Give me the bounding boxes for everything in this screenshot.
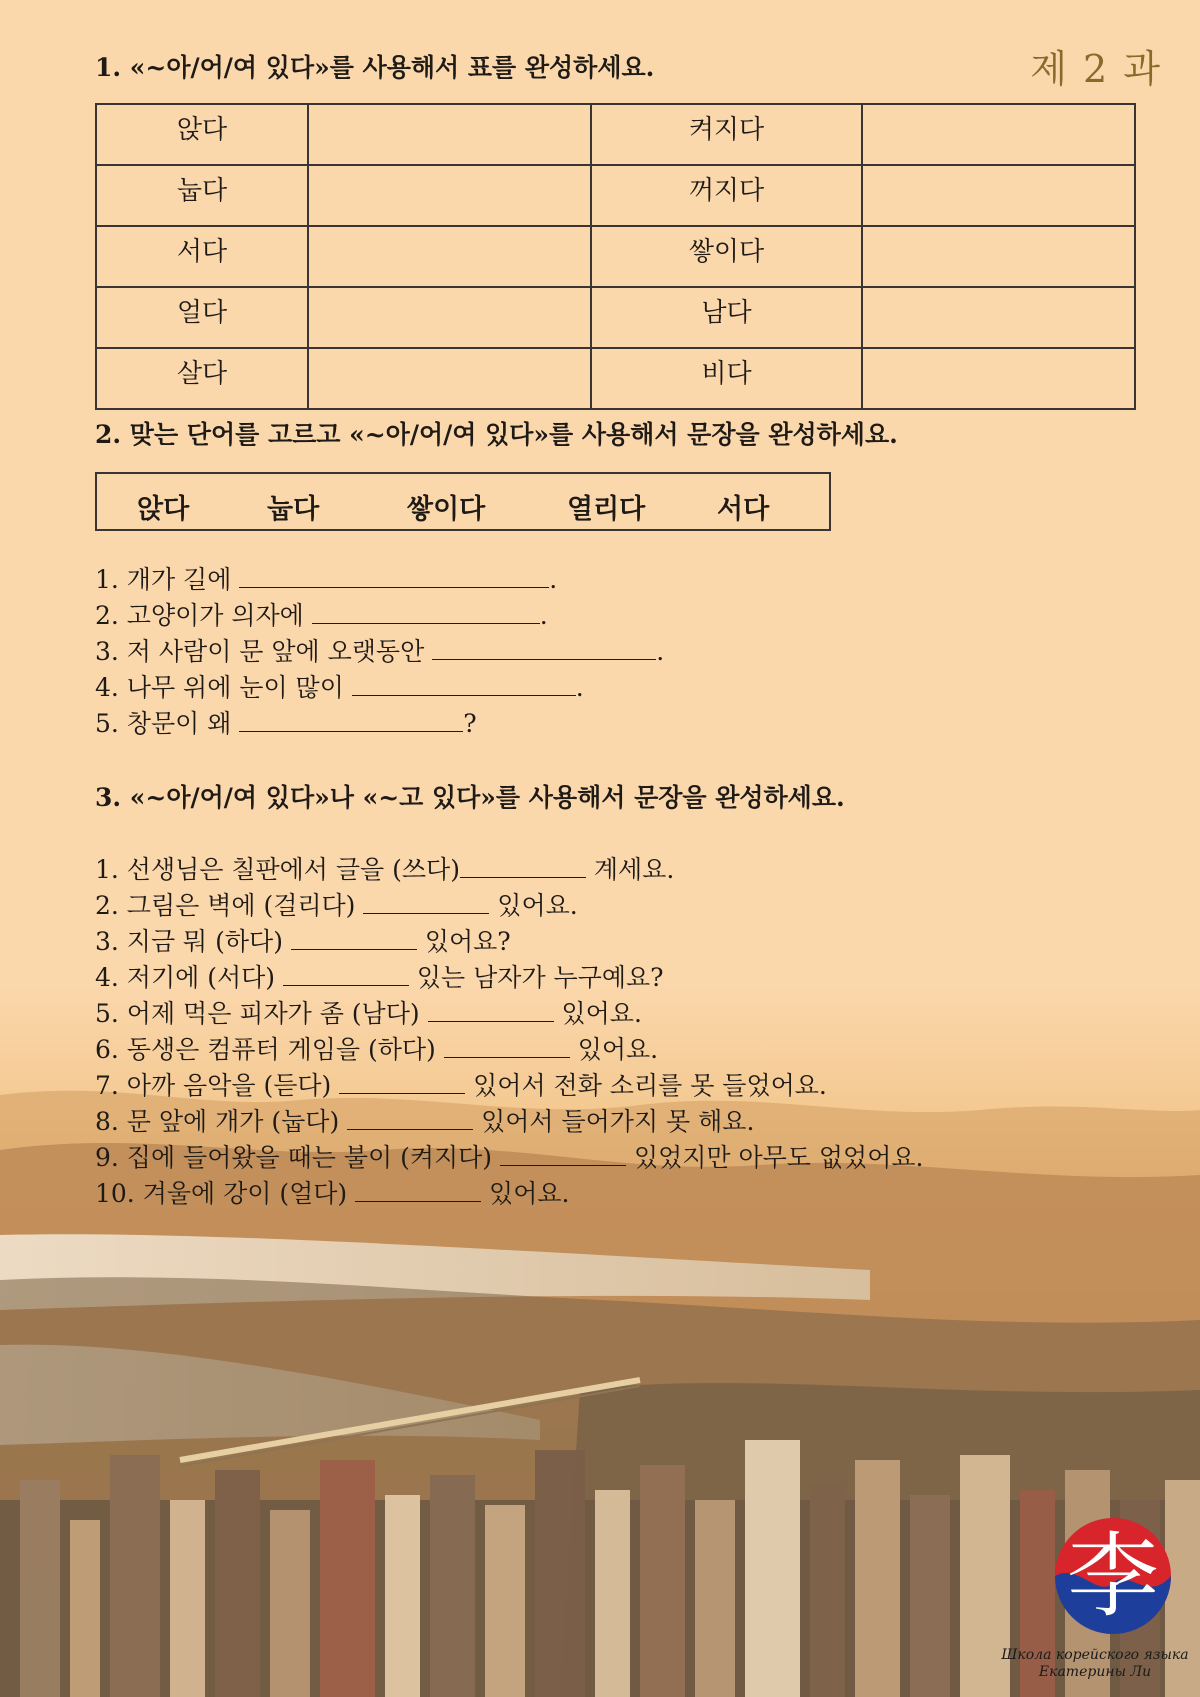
answer-blank[interactable] [339,1069,465,1094]
exercise-line [95,668,584,704]
answer-cell[interactable] [862,287,1135,348]
answer-cell[interactable] [862,104,1135,165]
table-row [96,348,1135,409]
exercise-line [95,886,578,922]
verb-cell: 살다 [96,348,308,409]
sentence-end: 있어요? [416,927,511,956]
sentence-end: 있어요. [481,1179,570,1208]
sentence-text: 8. 문 앞에 개가 (눕다) [95,1107,348,1136]
answer-blank[interactable] [352,671,576,696]
logo-glyph: 李 [1066,1523,1160,1630]
sentence-end: 있는 남자가 누구예요? [408,963,664,992]
answer-blank[interactable] [363,889,489,914]
answer-cell[interactable] [308,348,591,409]
word-bank-item: 앉다 [137,494,190,525]
sentence-end: . [539,601,548,630]
answer-blank[interactable] [239,563,549,588]
word-bank-item: 서다 [717,494,770,525]
answer-cell[interactable] [862,165,1135,226]
table-row [96,226,1135,287]
logo-caption [1000,1647,1190,1681]
exercise-line [95,850,674,886]
sentence-text: 1. 개가 길에 [95,565,240,594]
answer-blank[interactable] [291,925,417,950]
answer-blank[interactable] [500,1141,626,1166]
exercise-line [95,560,557,596]
sentence-end: . [575,673,584,702]
answer-cell[interactable] [862,348,1135,409]
lesson-label: 제 2 과 [1030,47,1162,91]
sentence-text: 2. 고양이가 의자에 [95,601,312,630]
word-bank-item: 눕다 [267,494,320,525]
answer-blank[interactable] [355,1177,481,1202]
exercise-line [95,1066,827,1102]
logo-caption-line: Екатерины Ли [1038,1664,1152,1680]
exercise-line [95,1030,658,1066]
table-row [96,287,1135,348]
sentence-text: 3. 저 사람이 문 앞에 오랫동안 [95,637,433,666]
verb-cell: 켜지다 [591,104,862,165]
section2-heading: 2. 맞는 단어를 고르고 «~아/어/여 있다»를 사용해서 문장을 완성하세요. [95,420,898,449]
sentence-end: 있어요. [553,999,642,1028]
logo-caption-line: Школа корейского языка [1001,1647,1189,1663]
word-bank-item: 열리다 [567,494,646,525]
sentence-text: 5. 창문이 왜 [95,709,240,738]
word-bank [95,472,831,531]
exercise-line [95,632,664,668]
exercise-line [95,994,642,1030]
answer-cell[interactable] [862,226,1135,287]
sentence-end: . [656,637,665,666]
exercise-line [95,596,548,632]
sentence-end: . [549,565,558,594]
sentence-end: ? [463,709,477,738]
answer-blank[interactable] [428,997,554,1022]
verb-table [95,103,1136,410]
sentence-text: 5. 어제 먹은 피자가 좀 (남다) [95,999,428,1028]
verb-cell: 서다 [96,226,308,287]
sentence-text: 4. 나무 위에 눈이 많이 [95,673,352,702]
sentence-end: 있어요. [489,891,578,920]
answer-cell[interactable] [308,104,591,165]
answer-blank[interactable] [239,707,463,732]
sentence-end: 있어서 들어가지 못 해요. [473,1107,755,1136]
answer-blank[interactable] [432,635,656,660]
section3-heading: 3. «~아/어/여 있다»나 «~고 있다»를 사용해서 문장을 완성하세요. [95,783,845,812]
exercise-line [95,1174,569,1210]
exercise-line [95,1102,754,1138]
exercise-line [95,1138,923,1174]
table-row [96,165,1135,226]
sentence-text: 9. 집에 들어왔을 때는 불이 (켜지다) [95,1143,500,1172]
sentence-end: 있어서 전화 소리를 못 들었어요. [465,1071,827,1100]
exercise-line [95,922,511,958]
sentence-text: 1. 선생님은 칠판에서 글을 (쓰다) [95,855,460,884]
word-bank-item: 쌓이다 [407,494,486,525]
sentence-text: 7. 아까 음악을 (듣다) [95,1071,340,1100]
table-row [96,104,1135,165]
exercise-line [95,958,664,994]
sentence-text: 2. 그림은 벽에 (걸리다) [95,891,364,920]
verb-cell: 비다 [591,348,862,409]
verb-cell: 쌓이다 [591,226,862,287]
verb-cell: 남다 [591,287,862,348]
verb-cell: 꺼지다 [591,165,862,226]
sentence-end: 있었지만 아무도 없었어요. [626,1143,924,1172]
answer-blank[interactable] [283,961,409,986]
verb-cell: 얼다 [96,287,308,348]
answer-blank[interactable] [347,1105,473,1130]
sentence-end: 계세요. [585,855,675,884]
section1-heading: 1. «~아/어/여 있다»를 사용해서 표를 완성하세요. [95,53,655,82]
answer-cell[interactable] [308,287,591,348]
verb-cell: 앉다 [96,104,308,165]
sentence-text: 6. 동생은 컴퓨터 게임을 (하다) [95,1035,444,1064]
sentence-text: 3. 지금 뭐 (하다) [95,927,291,956]
answer-blank[interactable] [444,1033,570,1058]
sentence-text: 4. 저기에 (서다) [95,963,283,992]
verb-cell: 눕다 [96,165,308,226]
answer-blank[interactable] [460,853,586,878]
exercise-line [95,704,477,740]
sentence-end: 있어요. [569,1035,659,1064]
answer-cell[interactable] [308,226,591,287]
sentence-text: 10. 겨울에 강이 (얼다) [95,1179,356,1208]
answer-blank[interactable] [312,599,540,624]
answer-cell[interactable] [308,165,591,226]
school-logo [1048,1508,1178,1648]
